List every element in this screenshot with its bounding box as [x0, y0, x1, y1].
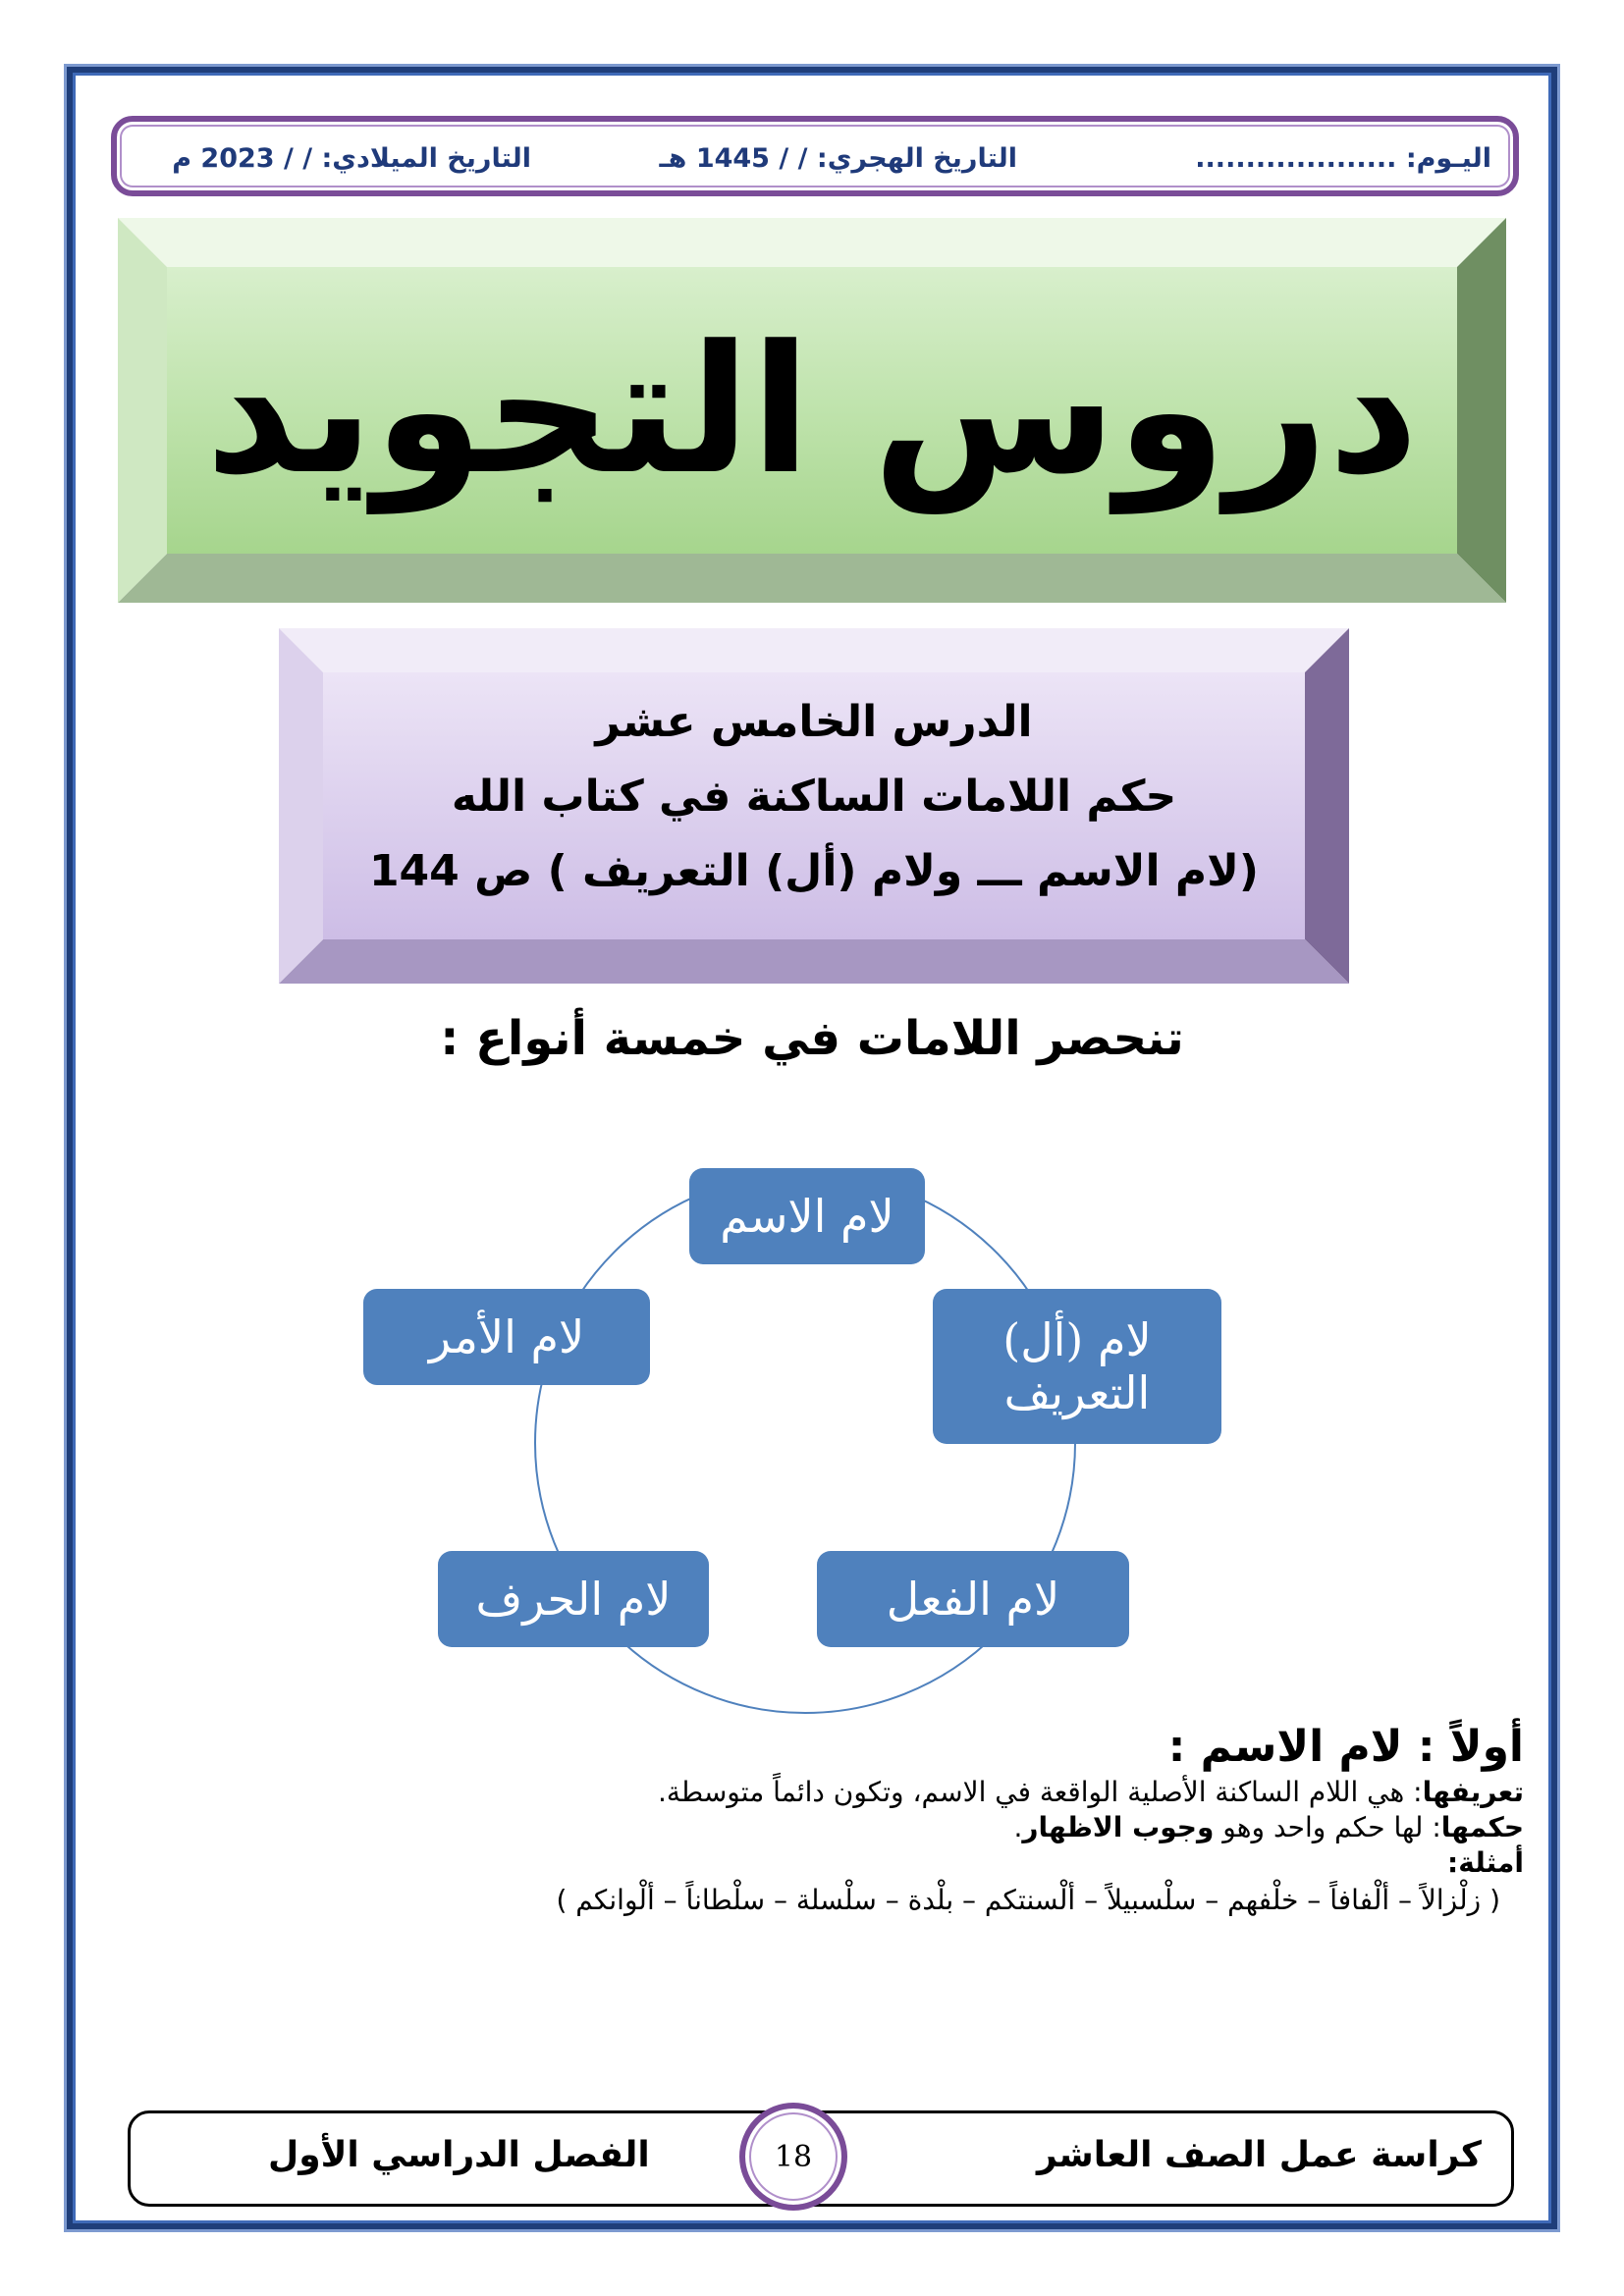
rule-label: حكمها: [1440, 1811, 1524, 1843]
main-title: دروس التجويد: [205, 307, 1419, 513]
definition-label: تعريفها: [1422, 1776, 1524, 1808]
rule: [100, 1810, 1524, 1845]
gregorian-date-field: التاريخ الميلادي: / / 2023 م: [172, 143, 531, 174]
section-lam-ism: [100, 1720, 1524, 1920]
lesson-subtitle: (لام الاسم ـــ ولام (أل) التعريف ) ص 144: [368, 846, 1260, 896]
section-heading: أولاً : لام الاسم :: [1167, 1722, 1524, 1772]
examples: ( زلْزالاً – ألْفافاً – خلْفهم – سلْسبيلاً – ألْسنتكم – بلْدة – سلْسلة – سلْطاناً – ألْوانكم ): [556, 1884, 1500, 1916]
rule-text: : لها حكم واحد وهو: [1214, 1811, 1441, 1843]
footer-semester: الفصل الدراسي الأول: [268, 2135, 650, 2175]
lesson-box: [279, 628, 1349, 984]
definition-text: : هي اللام الساكنة الأصلية الواقعة في الاسم، وتكون دائماً متوسطة.: [657, 1776, 1423, 1808]
node-lam-al-tarif: لام (أل) التعريف: [933, 1289, 1221, 1444]
rule-end: .: [1013, 1811, 1023, 1843]
lesson-title: حكم اللامات الساكنة في كتاب الله: [451, 772, 1177, 822]
node-lam-amr: لام الأمر: [363, 1289, 650, 1385]
footer-workbook-title: كراسة عمل الصف العاشر: [1036, 2135, 1482, 2175]
definition: [100, 1775, 1524, 1810]
day-field: اليـوم: ....................: [1195, 143, 1491, 174]
lam-types-diagram: [353, 1158, 1237, 1718]
main-title-box: [118, 218, 1506, 603]
rule-bold: وجوب الاظهار: [1022, 1811, 1215, 1843]
page-number: 18: [739, 2103, 847, 2211]
node-lam-ism: لام الاسم: [689, 1168, 925, 1264]
types-heading: تنحصر اللامات في خمسة أنواع :: [440, 1011, 1184, 1066]
date-bar: [111, 116, 1519, 196]
examples-label: أمثلة:: [1447, 1846, 1524, 1879]
node-lam-fil: لام الفعل: [817, 1551, 1129, 1647]
node-lam-harf: لام الحرف: [438, 1551, 709, 1647]
hijri-date-field: التاريخ الهجري: / / 1445 هـ: [659, 143, 1017, 174]
lesson-number: الدرس الخامس عشر: [595, 697, 1033, 747]
